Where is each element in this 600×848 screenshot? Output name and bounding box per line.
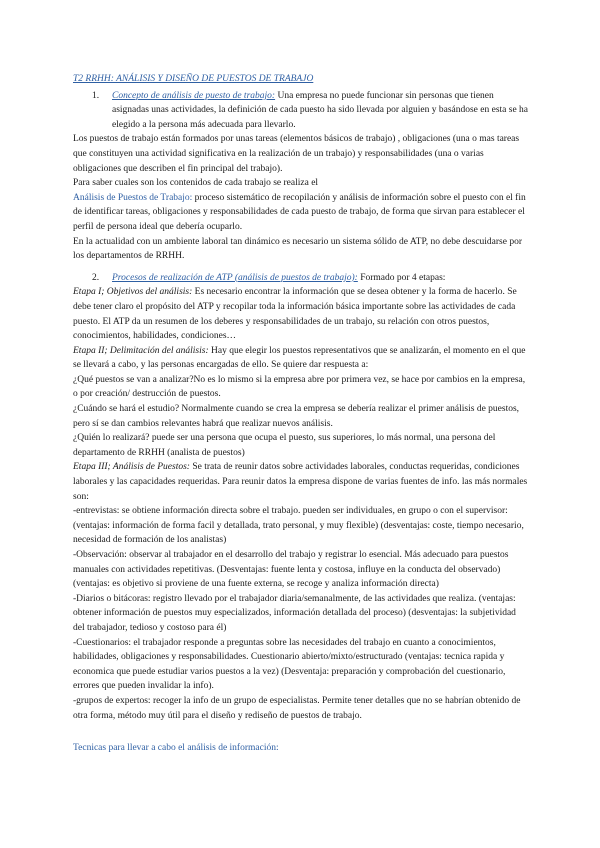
- question-cuando: ¿Cuándo se hará el estudio? Normalmente cuando se crea la empresa se debería realizar el primer análisis de puestos, pero sí se dan cambios relevantes habrá que realizar nuevos análisis.: [73, 404, 520, 429]
- section-1-heading: Concepto de análisis de puesto de trabajo:: [112, 90, 276, 101]
- atp-definition-text: proceso sistemático de recopilación y análisis de información sobre el puesto con el fin de identificar tareas, obligaciones y responsabilidades de cada puesto de trabajo, de forma que sirvan para establecer el perfil de persona ideal que debería ocuparlo.: [73, 192, 526, 232]
- section-2-number: 2.: [92, 272, 100, 283]
- etapa-3: [73, 460, 529, 504]
- spacer: [73, 264, 529, 271]
- question-quien: ¿Quién lo realizará? puede ser una persona que ocupa el puesto, sus superiores, lo más normal, una persona del departamento de RRHH (analista de puestos): [73, 433, 496, 458]
- document-body: [73, 72, 529, 756]
- method-cuestionarios: -Cuestionarios: el trabajador responde a preguntas sobre las necesidades del trabajo en cuanto a conocimientos, habilidades, obligaciones y responsabilidades. Cuestionario abierto/mixto/estructurado (ventajas: tecnica rapida y economica que puede estudiar varios puestos a la vez) (Desventaja: preparación y comprobación del cuestionario, errores que pueden invalidar la info).: [73, 637, 506, 692]
- paragraph-atp-definition: [73, 191, 529, 235]
- paragraph-puestos: Los puestos de trabajo están formados por unas tareas (elementos básicos de trabajo) , obligaciones (una o mas tareas que constituyen una actividad significativa en la realización de un trabajo) y responsabilidades (una o varias obligaciones que describen el fin principal del trabajo).: [73, 134, 520, 174]
- section-2-heading: Procesos de realización de ATP (análisis de puestos de trabajo):: [112, 272, 358, 283]
- tecnicas-heading: Tecnicas para llevar a cabo el análisis de información:: [73, 743, 279, 754]
- paragraph-actualidad: En la actualidad con un ambiente laboral tan dinámico es necesario un sistema sólido de ATP, no debe descuidarse por los departamentos de RRHH.: [73, 236, 523, 262]
- etapa-3-text: Se trata de reunir datos sobre actividades laborales, conductas requeridas, condiciones laborales y las capacidades requeridas. Para reunir datos la empresa dispone de varias fuentes de info. las más normales son:: [73, 462, 528, 502]
- etapa-3-label: Etapa III; Análisis de Puestos:: [73, 462, 190, 473]
- etapa-1-text: Es necesario encontrar la información que se desea obtener y la forma de hacerlo. Se debe tener claro el propósito del ATP y recopilar toda la información básica importante sobre las actividades de cada puesto. El ATP da un resumen de los deberes y responsabilidades de un trabajo, su relación con otros puestos, conocimientos, habilidades, condiciones…: [73, 287, 517, 342]
- method-entrevistas: -entrevistas: se obtiene información directa sobre el trabajo. pueden ser individuales, en grupo o con el supervisor: (ventajas: información de forma facil y detallada, trato personal, y muy flexible) (desventajas: coste, tiempo necesario, necesidad de formación de los analistas): [73, 506, 524, 546]
- method-diarios: -Diarios o bitácoras: registro llevado por el trabajador diaria/semanalmente, de las actividades que realiza. (ventajas: obtener información de puestos muy especializados, información detallada del proceso) (desventajas: la subjetividad del trabajador, tedioso y costoso para él): [73, 593, 516, 633]
- method-observacion: -Observación: observar al trabajador en el desarrollo del trabajo y registrar lo esencial. Más adecuado para puestos manuales con actividades repetitivas. (Desventajas: fuente lenta y costosa, influye en la conducta del observado) (ventajas: es objetivo si proviene de una fuente externa, se recoge y analiza información directa): [73, 550, 509, 590]
- etapa-2: [73, 344, 529, 373]
- atp-term: Análisis de Puestos de Trabajo:: [73, 192, 193, 203]
- etapa-1-label: Etapa I; Objetivos del análisis:: [73, 287, 193, 298]
- section-2: [73, 271, 529, 286]
- section-1: [73, 89, 529, 133]
- etapa-1: [73, 285, 529, 343]
- etapa-2-text: Hay que elegir los puestos representativos que se analizarán, el momento en el que se llevará a cabo, y las personas encargadas de ello. Se quiere dar respuesta a:: [73, 345, 526, 371]
- section-1-number: 1.: [92, 90, 100, 101]
- document-title: T2 RRHH: ANÁLISIS Y DISEÑO DE PUESTOS DE TRABAJO: [73, 74, 314, 84]
- method-grupos-expertos: -grupos de expertos: recoger la info de un grupo de especialistas. Permite tener detalles que no se habrían obtenido de otra forma, método muy útil para el diseño y rediseño de puestos de trabajo.: [73, 695, 521, 721]
- paragraph-contenidos: Para saber cuales son los contenidos de cada trabajo se realiza el: [73, 178, 319, 189]
- spacer: [73, 723, 529, 741]
- question-que-puestos: ¿Qué puestos se van a analizar?No es lo mismo si la empresa abre por primera vez, se hace por cambios en la empresa, o por creación/ destrucción de puestos.: [73, 374, 526, 400]
- section-1-text: Una empresa no puede funcionar sin personas que tienen asignadas unas actividades, la definición de cada puesto ha sido llevada por alguien y basándose en esta se ha elegido a la persona más adecuada para llevarlo.: [112, 90, 529, 130]
- etapa-2-label: Etapa II; Delimitación del análisis:: [73, 345, 209, 356]
- section-2-text: Formado por 4 etapas:: [357, 272, 446, 283]
